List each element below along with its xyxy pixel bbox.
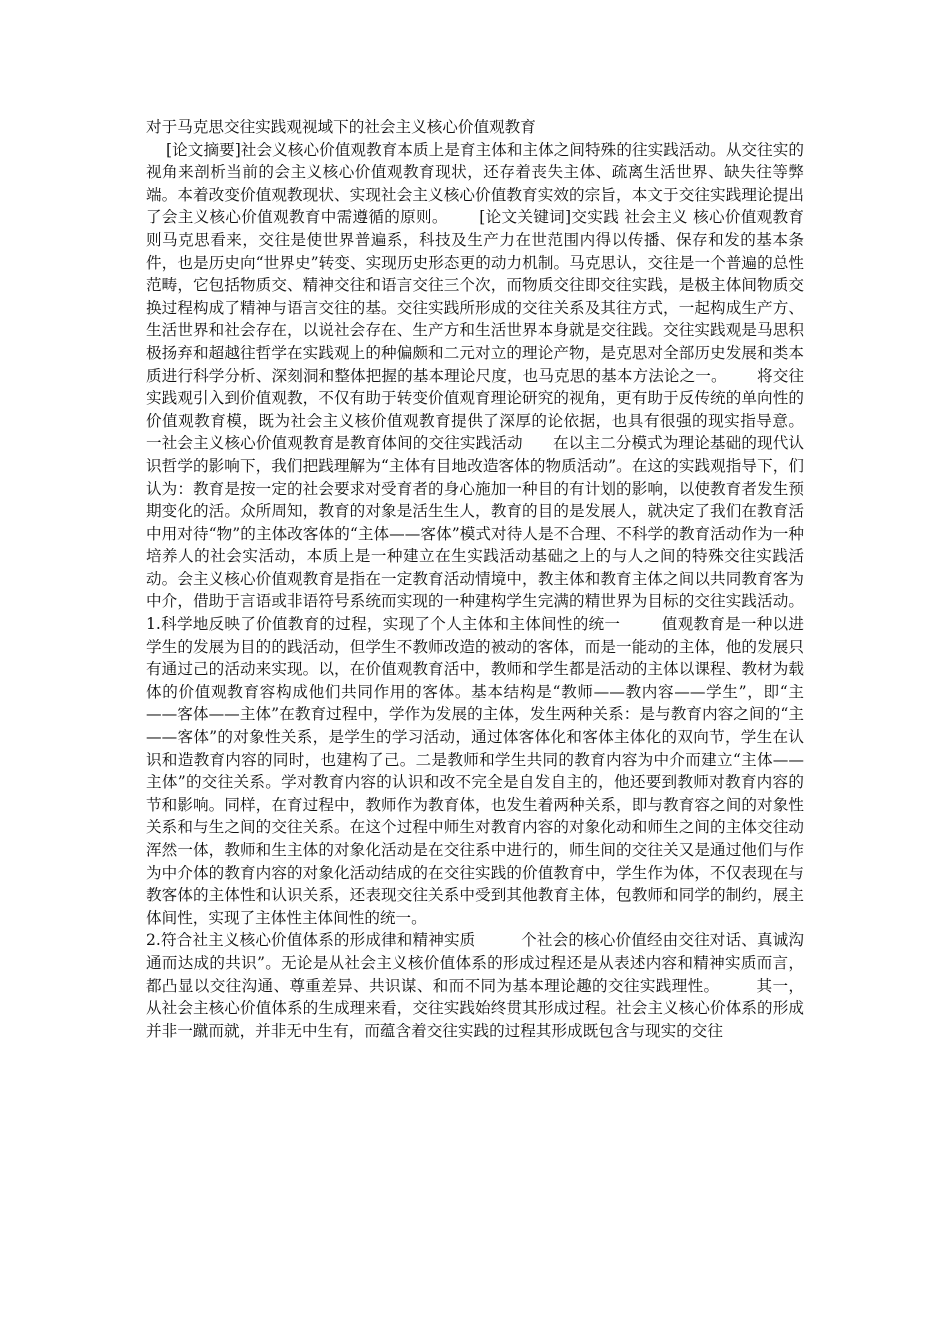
document-title: 对于马克思交往实践观视域下的社会主义核心价值观教育 — [146, 118, 536, 136]
document-page — [146, 116, 804, 1042]
document-body: [论文摘要]社会义核心价值观教育本质上是育主体和主体之间特殊的往实践活动。从交往实的视角来剖析当前的会主义核心价值观教育现状，还存着丧失主体、疏离生活世界、缺失往等弊端。本着改变价值观教现状、实现社会主义核心价值教育实效的宗旨，本文于交往实践理论提出了会主义核心价值观教育中需遵循的原则。 [论文关键词]交实践 社会主义 核心价值观教育 则马克思看来，交往是使世界普遍系，科技及生产力在世范围内得以传播、保存和发的基本条件，也是历史向“世界史”转变、实现历史形态更的动力机制。马克思认，交往是一个普遍的总性范畴，它包括物质交、精神交往和语言交往三个次，而物质交往即交往实践，是极主体间物质交换过程构成了精神与语言交往的基。交往实践所形成的交往关系及其往方式，一起构成生产方、生活世界和社会存在，以说社会存在、生产方和生活世界本身就是交往践。交往实践观是马思积极扬弃和超越往哲学在实践观上的种偏颇和二元对立的理论产物，是克思对全部历史发展和类本质进行科学分析、深刻洞和整体把握的基本理论尺度，也马克思的基本方法论之一。 将交往实践观引入到价值观教，不仅有助于转变价值观育理论研究的视角，更有助于反传统的单向性的价值观教育模，既为社会主义核价值观教育提供了深厚的论依据，也具有很强的现实指导意。 一社会主义核心价值观教育是教育体间的交往实践活动 在以主二分模式为理论基础的现代认识哲学的影响下，我们把践理解为“主体有目地改造客体的物质活动”。在这的实践观指导下，们认为：教育是按一定的社会要求对受育者的身心施加一种目的有计划的影响，以使教育者发生预期变化的活。众所周知，教育的对象是活生生人，教育的目的是发展人，就决定了我们在教育活中用对待“物”的主体改客体的“主体——客体”模式对待人是不合理、不科学的教育活动作为一种培养人的社会实活动，本质上是一种建立在生实践活动基础之上的与人之间的特殊交往实践活动。会主义核心价值观教育是指在一定教育活动情境中，教主体和教育主体之间以共同教育客为中介，借助于言语或非语符号系统而实现的一种建构学生完满的精世界为目标的交往实践活动。 1.科学地反映了价值教育的过程，实现了个人主体和主体间性的统一 值观教育是一种以进学生的发展为目的的践活动，但学生不教师改造的被动的客体，而是一能动的主体，他的发展只有通过己的活动来实现。以，在价值观教育活中，教师和学生都是活动的主体以课程、教材为载体的价值观教育容构成他们共同作用的客体。基本结构是“教师——教内容——学生”，即“主——客体——主体”在教育过程中，学作为发展的主体，发生两种关系：是与教育内容之间的“主——客体”的对象性关系，是学生的学习活动，通过体客体化和客体主体化的双向节，学生在认识和造教育内容的同时，也建构了己。二是教师和学生共同的教育内容为中介而建立“主体——主体”的交往关系。学对教育内容的认识和改不完全是自发自主的，他还要到教师对教育内容的节和影响。同样，在育过程中，教师作为教育体，也发生着两种关系，即与教育容之间的对象性关系和与生之间的交往关系。在这个过程中师生对教育内容的对象化动和师生之间的主体交往动浑然一体，教师和生主体的对象化活动是在交往系中进行的，师生间的交往关又是通过他们与作为中介体的教育内容的对象化活动结成的在交往实践的价值教育中，学生作为体，不仅表现在与教客体的主体性和认识关系，还表现交往关系中受到其他教育主体，包教师和同学的制约，展主体间性，实现了主体性主体间性的统一。 2.符合社主义核心价值体系的形成律和精神实质 个社会的核心价值经由交往对话、真诚沟通而达成的共识”。无论是从社会主义核价值体系的形成过程还是从表述内容和精神实质而言，都凸显以交往沟通、尊重差异、共识谋、和而不同为基本理论趣的交往实践理性。 其一，从社会主核心价值体系的生成理来看，交往实践始终贯其形成过程。社会主义核心价体系的形成并非一蹴而就，并非无中生有，而蕴含着交往实践的过程其形成既包含与现实的交往 — [146, 140, 804, 1040]
